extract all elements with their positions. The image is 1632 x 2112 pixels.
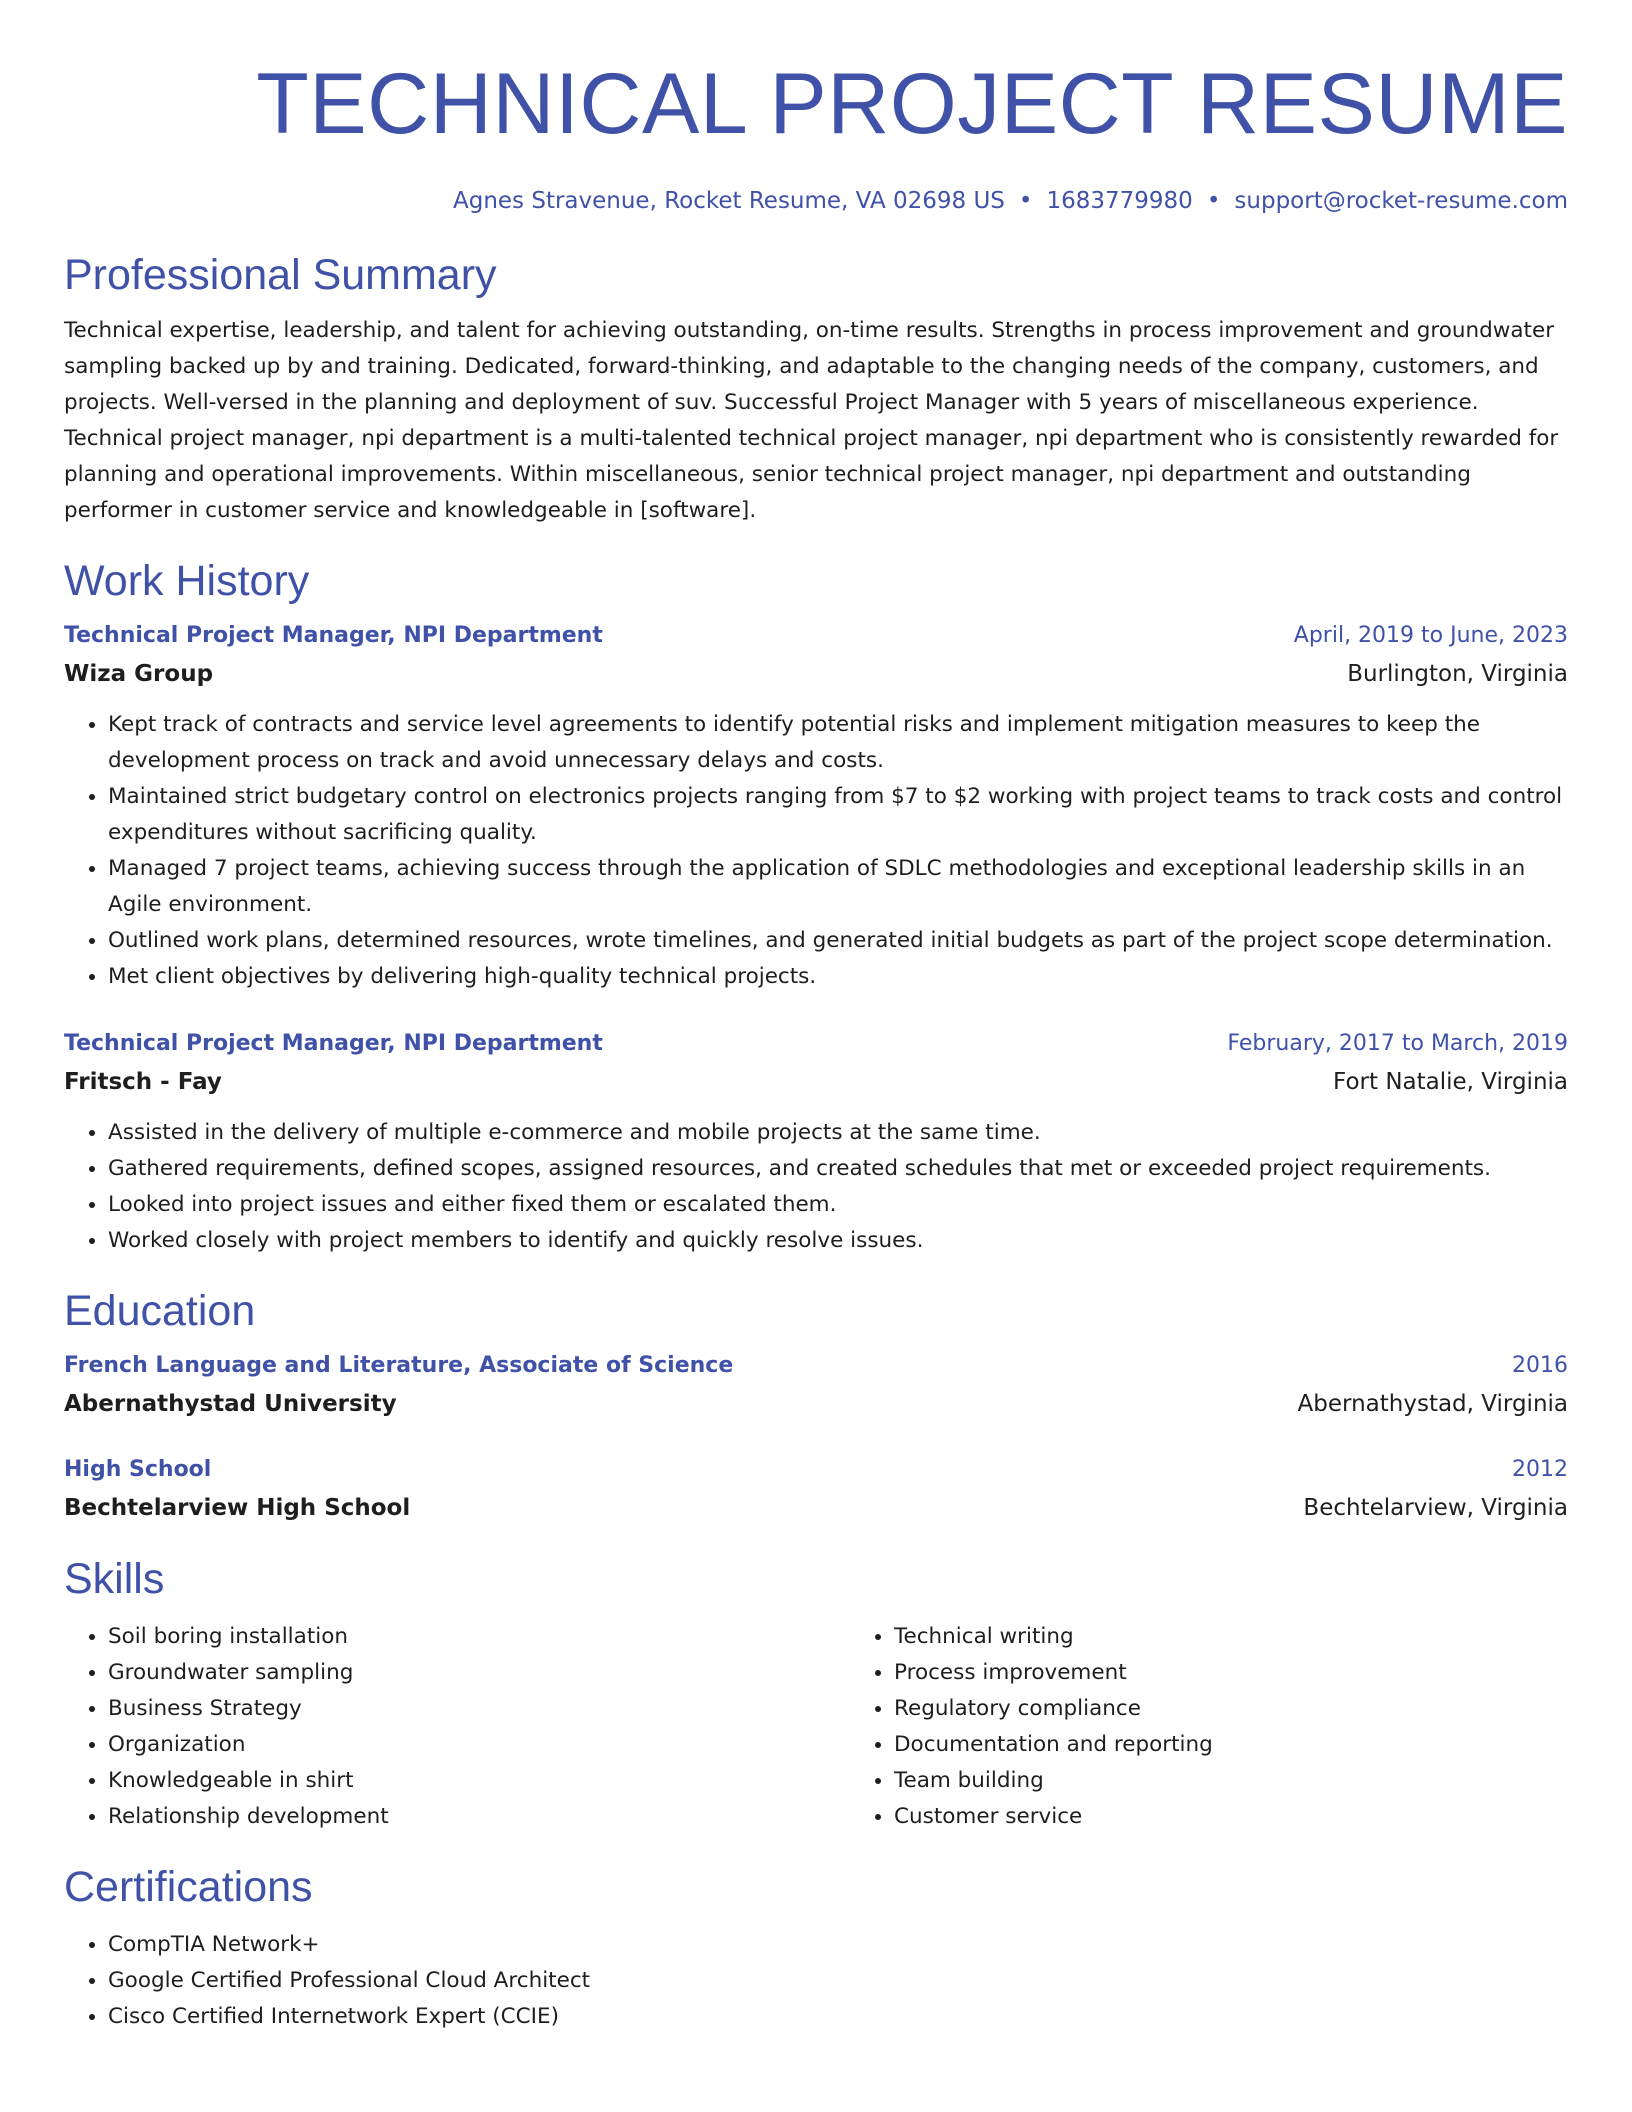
list-item: • Customer service xyxy=(894,1799,1568,1835)
job-duties-list xyxy=(64,1115,1568,1259)
certifications-section xyxy=(64,1861,1568,2035)
education-location: Bechtelarview, Virginia xyxy=(1303,1495,1568,1521)
education-school-row xyxy=(64,1385,1568,1423)
contact-separator: • xyxy=(1206,188,1221,214)
contact-phone: 1683779980 xyxy=(1046,188,1193,214)
list-item: • Cisco Certified Internetwork Expert (CCIE) xyxy=(108,1999,1568,2035)
list-item: • Outlined work plans, determined resources, wrote timelines, and generated initial budgets as part of the project scope determination. xyxy=(108,923,1568,959)
section-heading-education: Education xyxy=(64,1287,256,1335)
job-title: Technical Project Manager, NPI Department xyxy=(64,623,603,648)
list-item: • CompTIA Network+ xyxy=(108,1927,1568,1963)
contact-address: Agnes Stravenue, Rocket Resume, VA 02698 US xyxy=(452,188,1005,214)
contact-line xyxy=(64,184,1568,218)
list-item: • Technical writing xyxy=(894,1619,1568,1655)
list-item: • Process improvement xyxy=(894,1655,1568,1691)
education-school: Bechtelarview High School xyxy=(64,1495,411,1521)
list-item: • Soil boring installation xyxy=(108,1619,850,1655)
education-entry xyxy=(64,1349,1568,1423)
certifications-list xyxy=(64,1927,1568,2035)
job-entry xyxy=(64,619,1568,995)
list-item: • Relationship development xyxy=(108,1799,850,1835)
job-header-row xyxy=(64,619,1568,653)
job-dates: February, 2017 to March, 2019 xyxy=(1227,1031,1568,1056)
education-year: 2016 xyxy=(1512,1353,1568,1378)
section-heading-skills: Skills xyxy=(64,1555,165,1603)
education-section xyxy=(64,1285,1568,1527)
list-item: • Team building xyxy=(894,1763,1568,1799)
education-location: Abernathystad, Virginia xyxy=(1297,1391,1568,1417)
job-company-row xyxy=(64,1063,1568,1101)
contact-separator: • xyxy=(1018,188,1033,214)
summary-section xyxy=(64,249,1568,529)
job-duties-list xyxy=(64,707,1568,995)
job-company-row xyxy=(64,655,1568,693)
job-location: Burlington, Virginia xyxy=(1347,661,1568,687)
list-item: • Worked closely with project members to identify and quickly resolve issues. xyxy=(108,1223,1568,1259)
education-header-row xyxy=(64,1453,1568,1487)
skills-list-right xyxy=(850,1619,1568,1835)
job-company: Fritsch - Fay xyxy=(64,1069,222,1095)
education-school: Abernathystad University xyxy=(64,1391,397,1417)
section-heading-summary: Professional Summary xyxy=(64,251,497,299)
job-entry xyxy=(64,1027,1568,1259)
section-heading-certifications: Certifications xyxy=(64,1863,313,1911)
job-dates: April, 2019 to June, 2023 xyxy=(1293,623,1568,648)
list-item: • Business Strategy xyxy=(108,1691,850,1727)
list-item: • Knowledgeable in shirt xyxy=(108,1763,850,1799)
education-year: 2012 xyxy=(1512,1457,1568,1482)
list-item: • Regulatory compliance xyxy=(894,1691,1568,1727)
job-company: Wiza Group xyxy=(64,661,214,687)
education-school-row xyxy=(64,1489,1568,1527)
resume-title: TECHNICAL PROJECT RESUME xyxy=(256,56,1568,152)
list-item: • Met client objectives by delivering high-quality technical projects. xyxy=(108,959,1568,995)
list-item: • Gathered requirements, defined scopes, assigned resources, and created schedules that met or exceeded project requirements. xyxy=(108,1151,1568,1187)
job-title: Technical Project Manager, NPI Department xyxy=(64,1031,603,1056)
section-heading-work-history: Work History xyxy=(64,557,310,605)
skills-section xyxy=(64,1553,1568,1835)
education-degree: High School xyxy=(64,1457,212,1482)
list-item: • Maintained strict budgetary control on electronics projects ranging from $7 to $2 working with project teams to track costs and control expenditures without sacrificing quality. xyxy=(108,779,1568,851)
education-entry xyxy=(64,1453,1568,1527)
list-item: • Google Certified Professional Cloud Architect xyxy=(108,1963,1568,1999)
list-item: • Groundwater sampling xyxy=(108,1655,850,1691)
skills-list-left xyxy=(64,1619,850,1835)
list-item: • Managed 7 project teams, achieving success through the application of SDLC methodologies and exceptional leadership skills in an Agile environment. xyxy=(108,851,1568,923)
contact-email[interactable]: support@rocket-resume.com xyxy=(1234,188,1568,214)
list-item: • Kept track of contracts and service level agreements to identify potential risks and implement mitigation measures to keep the development process on track and avoid unnecessary delays and costs. xyxy=(108,707,1568,779)
education-header-row xyxy=(64,1349,1568,1383)
skills-columns xyxy=(64,1619,1568,1835)
job-header-row xyxy=(64,1027,1568,1061)
resume-header xyxy=(64,54,1568,218)
list-item: • Organization xyxy=(108,1727,850,1763)
list-item: • Documentation and reporting xyxy=(894,1727,1568,1763)
summary-text: Technical expertise, leadership, and talent for achieving outstanding, on-time results. Strengths in process improvement and groundwater sampling backed up by and training. Dedicated, forward-thinking, and adaptable to the changing needs of the company, customers, and projects. Well-versed in the planning and deployment of suv. Successful Project Manager with 5 years of miscellaneous experience. Technical project manager, npi department is a multi-talented technical project manager, npi department who is consistently rewarded for planning and operational improvements. Within miscellaneous, senior technical project manager, npi department and outstanding performer in customer service and knowledgeable in [software]. xyxy=(64,318,1559,523)
list-item: • Looked into project issues and either fixed them or escalated them. xyxy=(108,1187,1568,1223)
work-history-section xyxy=(64,555,1568,1259)
list-item: • Assisted in the delivery of multiple e-commerce and mobile projects at the same time. xyxy=(108,1115,1568,1151)
job-location: Fort Natalie, Virginia xyxy=(1333,1069,1568,1095)
education-degree: French Language and Literature, Associate of Science xyxy=(64,1353,734,1378)
